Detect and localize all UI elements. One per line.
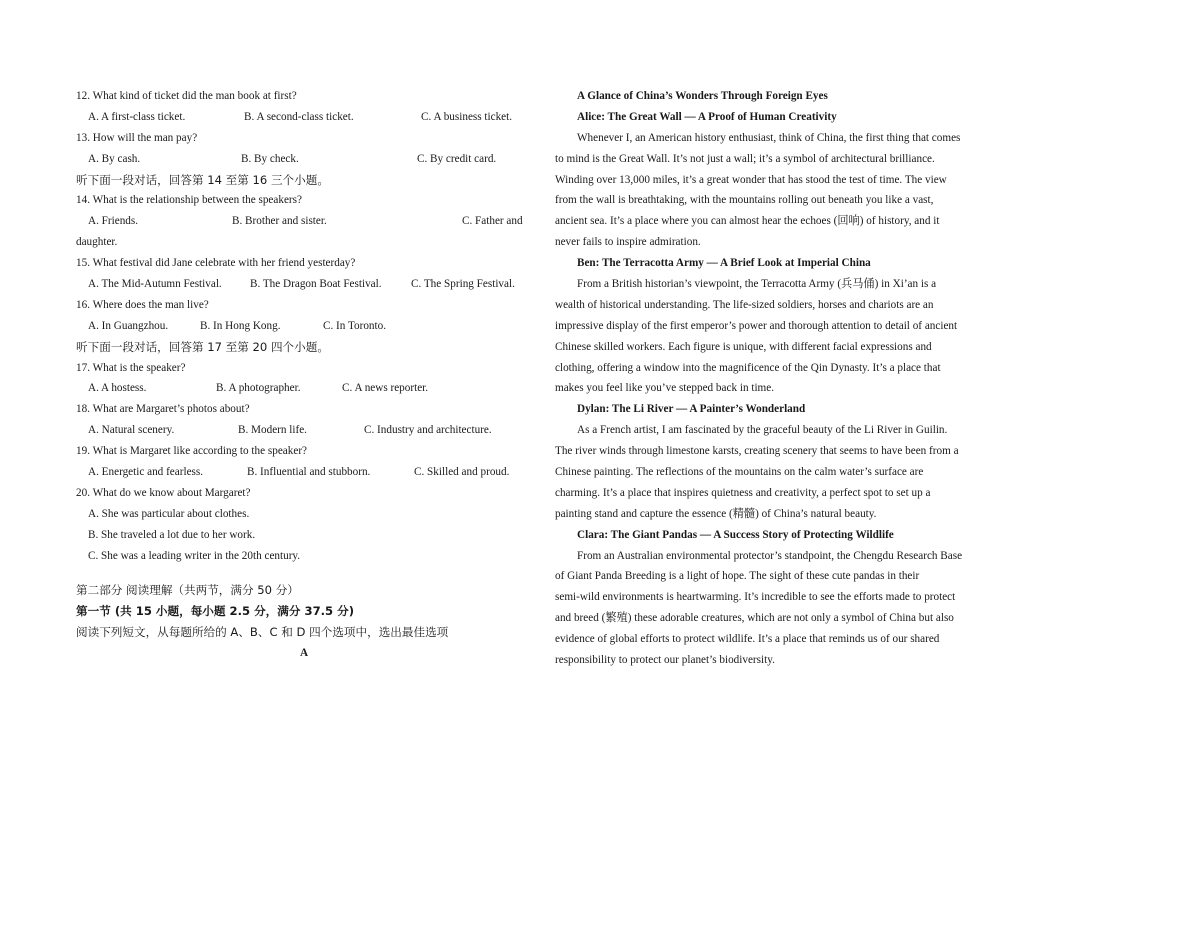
left-column <box>76 86 536 664</box>
paragraph-line: The river winds through limestone karsts, creating scenery that seems to have been from a <box>555 445 959 458</box>
paragraph-line: semi-wild environments is heartwarming. It’s incredible to see the efforts made to protect <box>555 591 956 604</box>
question-15-options <box>76 274 536 295</box>
question-18-stem: 18. What are Margaret’s photos about? <box>76 403 250 416</box>
paragraph-line: from the wall is breathtaking, with the mountains rolling out beneath you like a vast, <box>555 194 934 207</box>
option-a: A. By cash. <box>88 152 141 165</box>
option-b: B. The Dragon Boat Festival. <box>250 278 382 291</box>
option-b: B. In Hong Kong. <box>200 319 281 332</box>
paragraph-line: wealth of historical understanding. The life-sized soldiers, horses and chariots are an <box>555 298 934 311</box>
section-heading-ben: Ben: The Terracotta Army — A Brief Look at Imperial China <box>577 257 871 270</box>
option-c: C. In Toronto. <box>323 319 387 332</box>
option-a: A. She was particular about clothes. <box>88 507 250 520</box>
section-heading-dylan: Dylan: The Li River — A Painter’s Wonderland <box>577 403 806 416</box>
option-b: B. Brother and sister. <box>232 215 327 228</box>
question-20-stem: 20. What do we know about Margaret? <box>76 486 251 499</box>
question-20-option-b-row <box>76 525 536 546</box>
question-14-options <box>76 211 536 232</box>
option-b: B. A photographer. <box>216 382 301 395</box>
paragraph-line: From an Australian environmental protector’s standpoint, the Chengdu Research Base <box>577 549 963 562</box>
paragraph-line: to mind is the Great Wall. It’s not just a wall; it’s a symbol of architectural brilliance. <box>555 152 935 165</box>
option-b: B. By check. <box>241 152 299 165</box>
option-c: C. Father and <box>462 215 523 228</box>
paragraph-line: ancient sea. It’s a place where you can almost hear the echoes (回响) of history, and it <box>555 215 940 228</box>
option-a: A. Energetic and fearless. <box>88 466 204 479</box>
paragraph-line: evidence of global efforts to protect wildlife. It’s a place that reminds us of our shared <box>555 633 940 646</box>
paragraph-line: charming. It’s a place that inspires quietness and creativity, a perfect spot to set up a <box>555 486 931 499</box>
option-a: A. In Guangzhou. <box>88 319 169 332</box>
listening-instruction-14-16: 听下面一段对话，回答第 14 至第 16 三个小题。 <box>76 172 329 187</box>
paragraph-line: responsibility to protect our planet’s biodiversity. <box>555 654 775 667</box>
paragraph-ben <box>555 274 1011 399</box>
right-column <box>555 86 1011 671</box>
part-two-heading: 第二部分 阅读理解（共两节，满分 50 分） <box>76 583 299 598</box>
section-heading-alice: Alice: The Great Wall — A Proof of Human Creativity <box>577 110 837 123</box>
paragraph-line: of Giant Panda Breeding is a light of hope. The sight of these cute pandas in their <box>555 570 920 583</box>
paragraph-line: As a French artist, I am fascinated by the graceful beauty of the Li River in Guilin. <box>577 424 948 437</box>
paragraph-line: makes you feel like you’ve stepped back in time. <box>555 382 775 395</box>
reading-instruction: 阅读下列短文，从每题所给的 A、B、C 和 D 四个选项中，选出最佳选项 <box>76 625 449 640</box>
question-17-stem: 17. What is the speaker? <box>76 361 186 374</box>
question-14-stem: 14. What is the relationship between the speakers? <box>76 194 302 207</box>
option-b: B. Modern life. <box>238 424 307 437</box>
question-19-stem: 19. What is Margaret like according to the speaker? <box>76 445 308 458</box>
paragraph-line: impressive display of the first emperor’s power and thorough attention to detail of ancient <box>555 319 958 332</box>
question-13-stem: 13. How will the man pay? <box>76 131 198 144</box>
option-b: B. Influential and stubborn. <box>247 466 371 479</box>
question-12-options <box>76 107 536 128</box>
question-20-option-a-row <box>76 504 536 525</box>
question-15-stem: 15. What festival did Jane celebrate with her friend yesterday? <box>76 257 356 270</box>
paragraph-line: Winding over 13,000 miles, it’s a great wonder that has stood the test of time. The view <box>555 173 947 186</box>
paragraph-alice <box>555 128 1011 253</box>
listening-instruction-17-20: 听下面一段对话，回答第 17 至第 20 四个小题。 <box>76 339 329 354</box>
option-c: C. The Spring Festival. <box>411 278 515 291</box>
paragraph-line: painting stand and capture the essence (精髓) of China’s natural beauty. <box>555 507 877 520</box>
paragraph-line: clothing, offering a window into the magnificence of the Qin Dynasty. It’s a place that <box>555 361 941 374</box>
option-a: A. The Mid-Autumn Festival. <box>88 278 222 291</box>
question-13-options <box>76 149 536 170</box>
question-18-options <box>76 420 536 441</box>
passage-letter: A <box>300 647 309 660</box>
paragraph-line: never fails to inspire admiration. <box>555 236 701 249</box>
paragraph-dylan <box>555 420 1011 524</box>
option-c: C. A news reporter. <box>342 382 429 395</box>
question-14-option-c-continued: daughter. <box>76 236 118 249</box>
paragraph-line: and breed (繁殖) these adorable creatures, which are not only a symbol of China but also <box>555 612 954 625</box>
option-c: C. By credit card. <box>417 152 497 165</box>
option-c: C. She was a leading writer in the 20th century. <box>88 549 301 562</box>
option-a: A. A first-class ticket. <box>88 110 186 123</box>
option-a: A. Natural scenery. <box>88 424 175 437</box>
paragraph-line: Chinese skilled workers. Each figure is unique, with different facial expressions and <box>555 340 932 353</box>
question-16-stem: 16. Where does the man live? <box>76 298 209 311</box>
passage-title: A Glance of China’s Wonders Through Foreign Eyes <box>577 90 828 102</box>
question-16-options <box>76 316 536 337</box>
paragraph-line: Whenever I, an American history enthusiast, think of China, the first thing that comes <box>577 131 961 144</box>
option-a: A. A hostess. <box>88 382 147 395</box>
question-20-option-c-row <box>76 546 536 567</box>
option-b: B. A second-class ticket. <box>244 110 354 123</box>
question-19-options <box>76 462 536 483</box>
option-c: C. Skilled and proud. <box>414 466 510 479</box>
section-heading-clara: Clara: The Giant Pandas — A Success Story of Protecting Wildlife <box>577 528 894 541</box>
option-a: A. Friends. <box>88 215 139 228</box>
spacer <box>76 566 536 580</box>
section-one-heading: 第一节 (共 15 小题，每小题 2.5 分，满分 37.5 分) <box>76 604 355 619</box>
question-17-options <box>76 378 536 399</box>
paragraph-line: From a British historian’s viewpoint, the Terracotta Army (兵马俑) in Xi’an is a <box>577 278 937 291</box>
option-c: C. Industry and architecture. <box>364 424 492 437</box>
option-c: C. A business ticket. <box>421 110 513 123</box>
paragraph-line: Chinese painting. The reflections of the mountains on the calm water’s surface are <box>555 466 924 479</box>
question-12-stem: 12. What kind of ticket did the man book at first? <box>76 90 297 102</box>
paragraph-clara <box>555 546 1011 671</box>
option-b: B. She traveled a lot due to her work. <box>88 528 256 541</box>
